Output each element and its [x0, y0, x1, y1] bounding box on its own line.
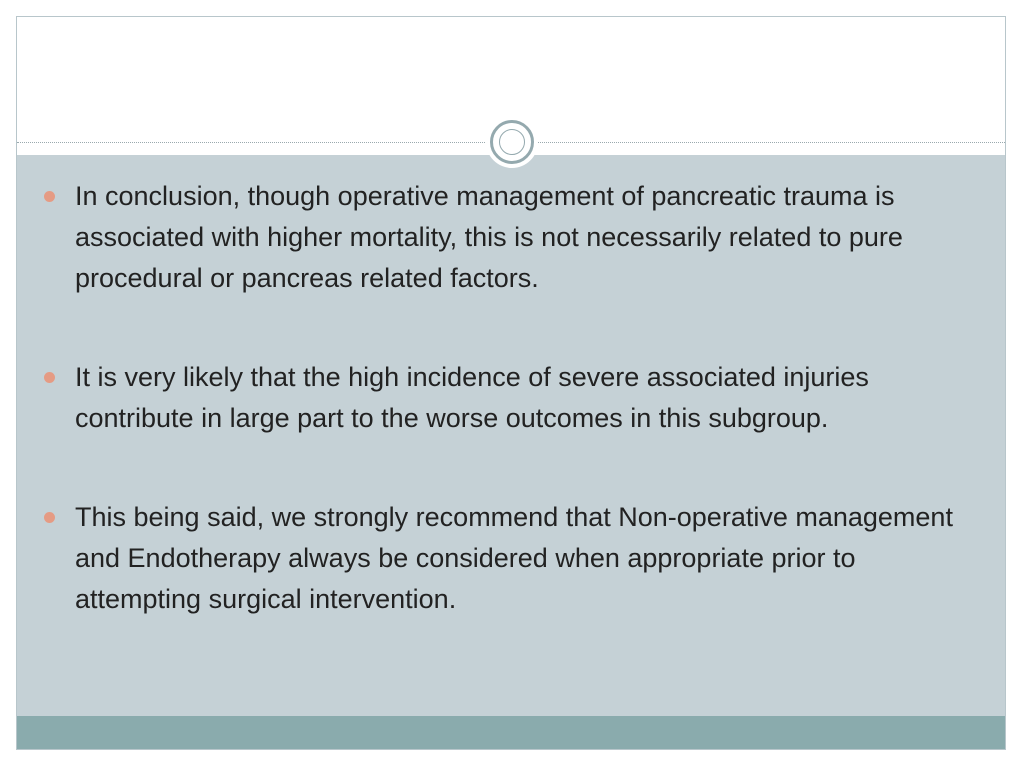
- bullet-item: [42, 357, 982, 439]
- bullet-dot-icon: [44, 191, 55, 202]
- ornament-ring: [490, 120, 534, 164]
- bullet-text: In conclusion, though operative management of pancreatic trauma is associated with higher mortality, this is not necessarily related to pure procedural or pancreas related factors.: [75, 181, 903, 293]
- bullet-item: [42, 176, 982, 299]
- bullet-list: [42, 176, 982, 678]
- bullet-dot-icon: [44, 372, 55, 383]
- ornament-inner-ring: [499, 129, 525, 155]
- bullet-dot-icon: [44, 512, 55, 523]
- bullet-item: [42, 497, 982, 620]
- bullet-text: It is very likely that the high incidence of severe associated injuries contribute in large part to the worse outcomes in this subgroup.: [75, 362, 869, 433]
- bullet-text: This being said, we strongly recommend that Non-operative management and Endotherapy always be considered when appropriate prior to attempting surgical intervention.: [75, 502, 953, 614]
- footer-band: [17, 716, 1005, 750]
- circle-ornament-icon: [486, 116, 538, 168]
